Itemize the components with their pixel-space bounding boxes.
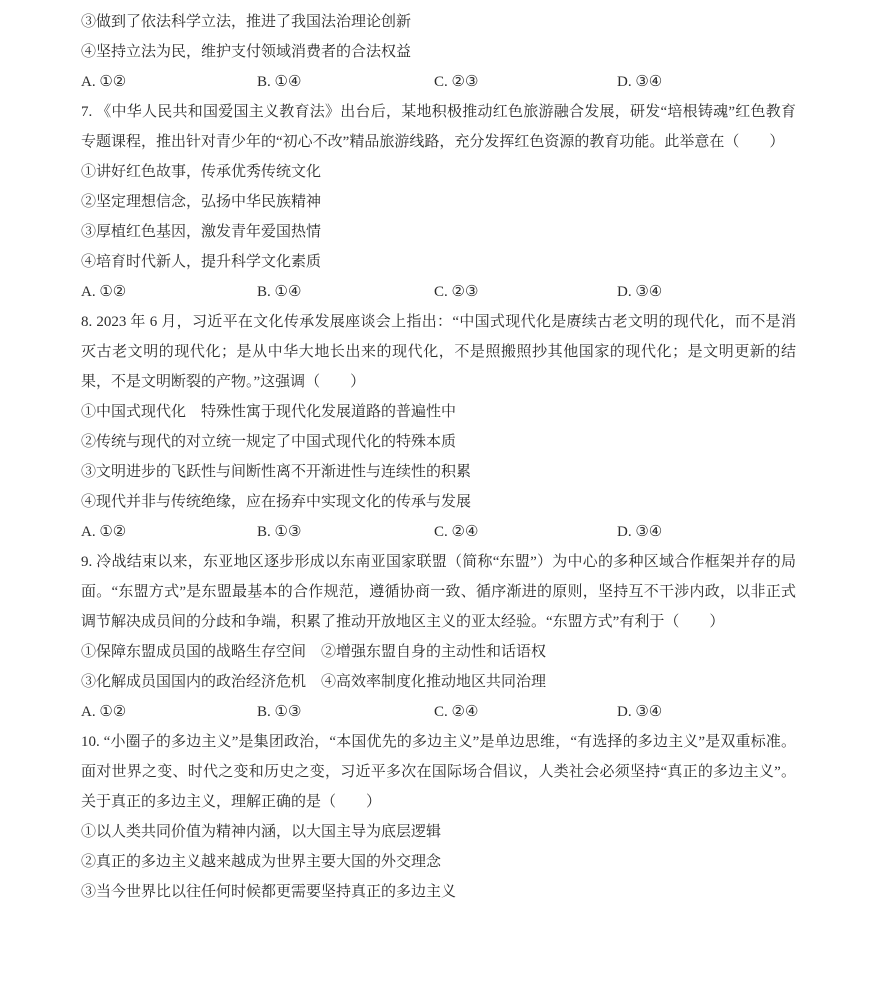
question-stem: 8. 2023 年 6 月，习近平在文化传承发展座谈会上指出：“中国式现代化是赓续古老文明的现代化，而不是消灭古老文明的现代化；是从中华大地长出来的现代化，不是照搬照抄其他国家的现代化；是文明更新的结果，不是文明断裂的产物。”这强调（ ）: [81, 314, 796, 390]
choice-option: C. ②④: [434, 704, 479, 720]
choice-option: B. ①③: [257, 704, 302, 720]
option-item: ③化解成员国国内的政治经济危机 ④高效率制度化推动地区共同治理: [81, 674, 547, 690]
option-item: ②坚定理想信念，弘扬中华民族精神: [81, 194, 322, 210]
option-item: ①保障东盟成员国的战略生存空间 ②增强东盟自身的主动性和话语权: [81, 644, 547, 660]
choice-option: D. ③④: [617, 524, 663, 540]
choice-option: B. ①④: [257, 74, 302, 90]
choice-option: C. ②④: [434, 524, 479, 540]
question-stem: 10. “小圈子的多边主义”是集团政治，“本国优先的多边主义”是单边思维，“有选择的多边主义”是双重标准。面对世界之变、时代之变和历史之变，习近平多次在国际场合倡议，人类社会必须坚持“真正的多边主义”。关于真正的多边主义，理解正确的是（ ）: [81, 734, 796, 810]
option-item: ④现代并非与传统绝缘，应在扬弃中实现文化的传承与发展: [81, 494, 472, 510]
choice-option: A. ①②: [81, 704, 127, 720]
choice-row: [81, 517, 796, 547]
question-stem: 9. 冷战结束以来，东亚地区逐步形成以东南亚国家联盟（简称“东盟”）为中心的多种区域合作框架并存的局面。“东盟方式”是东盟最基本的合作规范，遵循协商一致、循序渐进的原则，坚持互不干涉内政，以非正式调节解决成员间的分歧和争端，积累了推动开放地区主义的亚太经验。“东盟方式”有利于（ ）: [81, 554, 796, 630]
option-item: ①中国式现代化 特殊性寓于现代化发展道路的普遍性中: [81, 404, 457, 420]
option-item: ①讲好红色故事，传承优秀传统文化: [81, 164, 322, 180]
choice-option: C. ②③: [434, 284, 479, 300]
exam-content: [81, 7, 796, 907]
option-item: ③文明进步的飞跃性与间断性离不开渐进性与连续性的积累: [81, 464, 472, 480]
choice-option: B. ①③: [257, 524, 302, 540]
choice-row: [81, 67, 796, 97]
question-stem: 7. 《中华人民共和国爱国主义教育法》出台后，某地积极推动红色旅游融合发展，研发“培根铸魂”红色教育专题课程，推出针对青少年的“初心不改”精品旅游线路，充分发挥红色资源的教育功能。此举意在（ ）: [81, 104, 796, 150]
choice-row: [81, 697, 796, 727]
choice-option: D. ③④: [617, 284, 663, 300]
option-item: ④培育时代新人，提升科学文化素质: [81, 254, 322, 270]
option-item: ①以人类共同价值为精神内涵，以大国主导为底层逻辑: [81, 824, 442, 840]
option-item: ②真正的多边主义越来越成为世界主要大国的外交理念: [81, 854, 442, 870]
choice-option: C. ②③: [434, 74, 479, 90]
choice-row: [81, 277, 796, 307]
choice-option: D. ③④: [617, 74, 663, 90]
option-item: ③厚植红色基因，激发青年爱国热情: [81, 224, 322, 240]
option-item: ②传统与现代的对立统一规定了中国式现代化的特殊本质: [81, 434, 457, 450]
choice-option: A. ①②: [81, 524, 127, 540]
choice-option: B. ①④: [257, 284, 302, 300]
choice-option: D. ③④: [617, 704, 663, 720]
choice-option: A. ①②: [81, 284, 127, 300]
option-item: ④坚持立法为民，维护支付领域消费者的合法权益: [81, 44, 412, 60]
option-item: ③做到了依法科学立法，推进了我国法治理论创新: [81, 14, 412, 30]
choice-option: A. ①②: [81, 74, 127, 90]
option-item: ③当今世界比以往任何时候都更需要坚持真正的多边主义: [81, 884, 457, 900]
